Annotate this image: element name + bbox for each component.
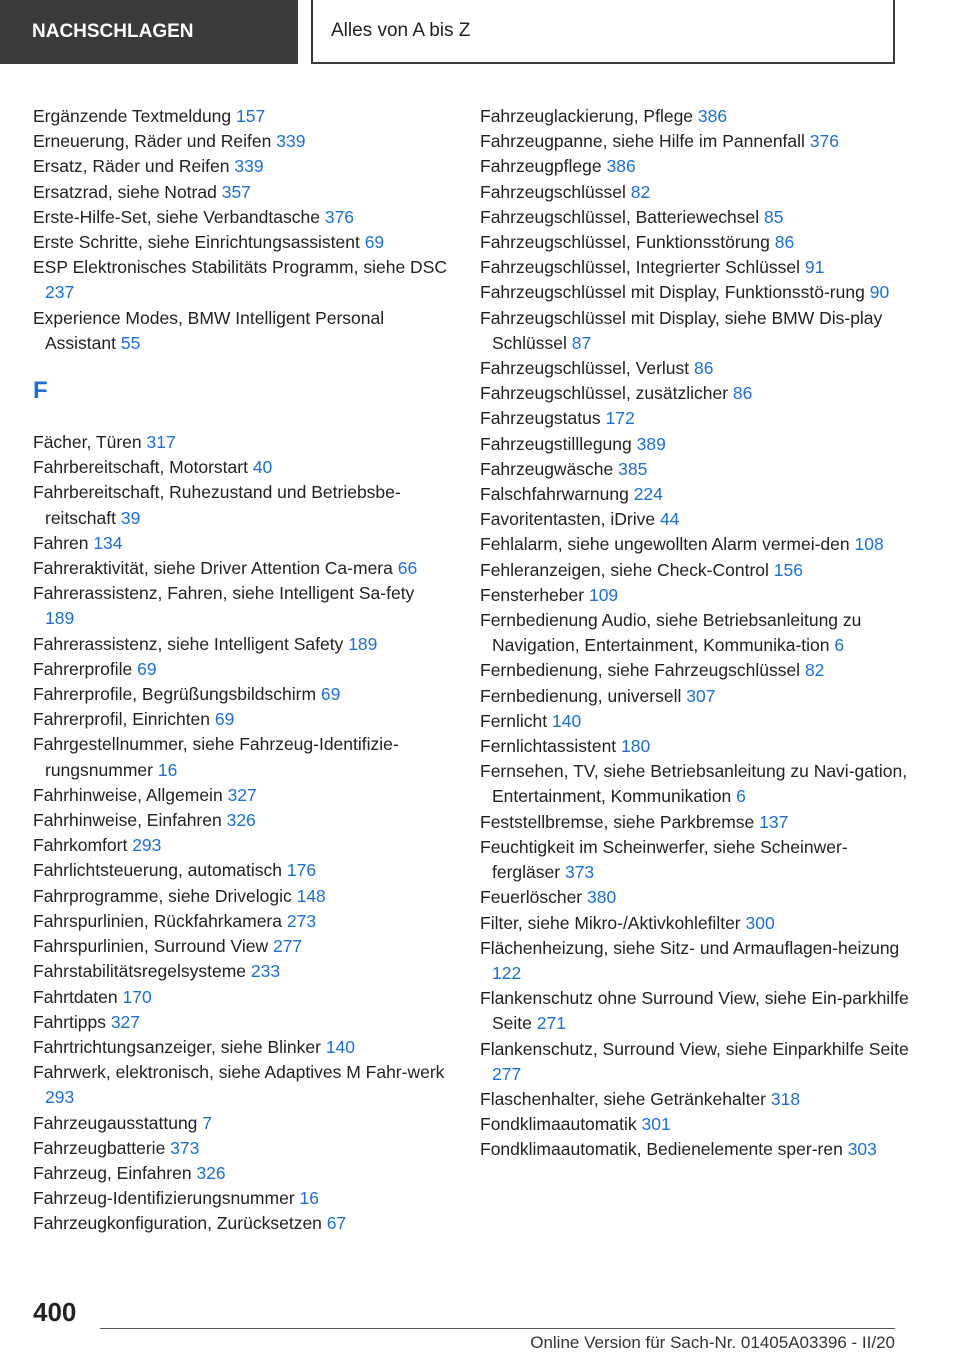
index-page-link[interactable]: 148	[296, 885, 326, 906]
index-entry	[480, 558, 910, 583]
index-page-link[interactable]: 224	[633, 484, 663, 505]
index-page-link[interactable]: 140	[325, 1036, 356, 1057]
index-entry-text: Fahrzeugschlüssel mit Display, Funktionsstö-rung	[480, 282, 865, 303]
index-entry-text: Fahrprogramme, siehe Drivelogic	[33, 885, 292, 906]
index-page-link[interactable]: 373	[564, 862, 595, 883]
index-page-link[interactable]: 293	[45, 1087, 75, 1108]
index-entry-text: Feststellbremse, siehe Parkbremse	[480, 811, 755, 832]
index-page-link[interactable]: 326	[196, 1162, 226, 1183]
index-entry-text: Fahrzeugschlüssel, zusätzlicher	[480, 383, 729, 404]
index-page-link[interactable]: 86	[732, 383, 753, 404]
index-column-left	[33, 104, 448, 1237]
index-page-link[interactable]: 69	[364, 232, 385, 253]
index-entry	[480, 835, 910, 885]
index-entry	[33, 455, 448, 480]
index-entry	[480, 255, 910, 280]
index-entry	[480, 936, 910, 986]
index-entry-text: Fahren	[33, 532, 89, 553]
index-page-link[interactable]: 271	[536, 1013, 566, 1034]
index-entry	[33, 732, 448, 782]
index-entry	[480, 507, 910, 532]
index-entry-text: Fahrzeugwäsche	[480, 458, 614, 479]
index-entry	[480, 381, 910, 406]
index-entry	[33, 959, 448, 984]
index-entry-text: Flankenschutz, Surround View, siehe Einparkhilfe Seite	[480, 1038, 909, 1059]
index-entry	[33, 985, 448, 1010]
index-page-link[interactable]: 357	[221, 181, 251, 202]
index-entry-text: Fahrzeuglackierung, Pflege	[480, 106, 694, 126]
index-entry-text: Fehlalarm, siehe ungewollten Alarm vermei-den	[480, 534, 850, 555]
index-entry-text: Ergänzende Textmeldung	[33, 106, 232, 126]
index-entry-text: Fahrzeugkonfiguration, Zurücksetzen	[33, 1213, 322, 1234]
index-page-link[interactable]: 90	[869, 282, 890, 303]
index-entry-text: Fernlicht	[480, 710, 548, 731]
index-entry-text: Fahrzeugschlüssel, Integrierter Schlüssel	[480, 257, 801, 278]
index-entry	[33, 783, 448, 808]
index-entry-text: Feuerlöscher	[480, 887, 583, 908]
index-entry	[480, 154, 910, 179]
index-page-link[interactable]: 16	[157, 759, 178, 780]
index-page-link[interactable]: 86	[774, 232, 795, 253]
index-page-link[interactable]: 233	[250, 961, 281, 982]
index-entry	[33, 581, 448, 631]
index-entry	[480, 306, 910, 356]
index-page-link[interactable]: 189	[348, 633, 378, 654]
index-entry	[33, 833, 448, 858]
index-entry	[33, 480, 448, 530]
index-entry-text: Fahrzeugschlüssel mit Display, siehe BMW Dis-play Schlüssel	[480, 307, 883, 353]
index-page-link[interactable]: 157	[236, 106, 266, 126]
index-entry	[480, 709, 910, 734]
index-page-link[interactable]: 7	[202, 1112, 213, 1133]
index-entry-text: Ersatz, Räder und Reifen	[33, 156, 230, 177]
index-page-link[interactable]: 82	[630, 181, 651, 202]
index-entry	[33, 909, 448, 934]
index-page-link[interactable]: 386	[606, 156, 636, 177]
index-entry	[33, 808, 448, 833]
index-page-link[interactable]: 389	[636, 433, 666, 454]
index-page-link[interactable]: 277	[492, 1063, 522, 1084]
index-page-link[interactable]: 39	[120, 507, 141, 528]
index-entry	[33, 180, 448, 205]
index-entry-text: Feuchtigkeit im Scheinwerfer, siehe Scheinwer-fergläser	[480, 836, 848, 883]
index-entry-text: Fernlichtassistent	[480, 736, 617, 757]
index-entry	[33, 129, 448, 154]
index-entry-text: Fahrerprofile	[33, 658, 133, 679]
index-page-link[interactable]: 140	[551, 710, 582, 731]
index-page-link[interactable]: 176	[286, 860, 317, 881]
index-entry	[33, 531, 448, 556]
index-entry-text: Fahrspurlinien, Surround View	[33, 936, 269, 957]
index-page-link[interactable]: 69	[320, 684, 341, 705]
index-entry-text: Fahrzeugschlüssel, Verlust	[480, 358, 690, 379]
index-entry	[33, 1186, 448, 1211]
index-page-link[interactable]: 300	[745, 912, 775, 933]
index-entry-text: Fahrtrichtungsanzeiger, siehe Blinker	[33, 1036, 321, 1057]
index-entry-text: Flaschenhalter, siehe Getränkehalter	[480, 1088, 766, 1109]
index-entry-text: Fernbedienung, siehe Fahrzeugschlüssel	[480, 660, 801, 681]
index-page-link[interactable]: 385	[618, 458, 648, 479]
index-entry-text: Fahrzeugpflege	[480, 156, 602, 177]
index-page-link[interactable]: 307	[686, 685, 716, 706]
index-entry	[33, 104, 448, 129]
index-page-link[interactable]: 180	[621, 736, 651, 757]
index-page-link[interactable]: 82	[804, 660, 825, 681]
index-page-link[interactable]: 373	[170, 1137, 200, 1158]
index-page-link[interactable]: 67	[326, 1213, 347, 1234]
index-entry-text: Erste Schritte, siehe Einrichtungsassistent	[33, 232, 360, 253]
index-page-link[interactable]: 339	[234, 156, 264, 177]
footer-divider	[100, 1328, 895, 1329]
index-entry	[480, 986, 910, 1036]
index-entry-text: Fahrhinweise, Einfahren	[33, 810, 222, 831]
index-page-link[interactable]: 376	[324, 206, 355, 227]
index-entry	[480, 583, 910, 608]
index-page-link[interactable]: 137	[759, 811, 789, 832]
index-page-link[interactable]: 91	[804, 257, 825, 278]
index-entry	[480, 658, 910, 683]
index-entry	[480, 885, 910, 910]
index-entry	[480, 205, 910, 230]
index-entry-text: Fernsehen, TV, siehe Betriebsanleitung zu Navi-gation, Entertainment, Kommunikation	[480, 761, 908, 807]
index-entry	[33, 205, 448, 230]
index-page-link[interactable]: 327	[110, 1011, 141, 1032]
index-page-link[interactable]: 16	[299, 1188, 319, 1209]
index-entry	[33, 858, 448, 883]
index-page-link[interactable]: 86	[694, 358, 714, 379]
index-entry	[480, 457, 910, 482]
index-entry-text: Flächenheizung, siehe Sitz- und Armauflagen-heizung	[480, 937, 900, 958]
index-entry-text: Fächer, Türen	[33, 432, 142, 453]
index-entry-text: Fahrtipps	[33, 1011, 106, 1032]
index-page-link[interactable]: 134	[93, 532, 123, 553]
index-page-link[interactable]: 44	[659, 509, 680, 530]
footer-text: Online Version für Sach-Nr. 01405A03396 - II/20	[530, 1333, 895, 1352]
index-entry-text: Fahrspurlinien, Rückfahrkamera	[33, 910, 282, 931]
index-page-link[interactable]: 273	[286, 910, 317, 931]
index-letter-heading: F	[33, 377, 48, 405]
index-page-link[interactable]: 326	[226, 810, 256, 831]
index-entry-text: Filter, siehe Mikro-/Aktivkohlefilter	[480, 912, 741, 933]
index-entry	[33, 1035, 448, 1060]
index-page-link[interactable]: 69	[137, 658, 157, 679]
index-entry	[33, 682, 448, 707]
index-entry-text: Fahrerprofile, Begrüßungsbildschirm	[33, 684, 317, 705]
index-entry	[33, 1060, 448, 1110]
index-page-link[interactable]: 317	[146, 432, 176, 453]
index-page-link[interactable]: 172	[605, 408, 635, 429]
index-entry-text: Erste-Hilfe-Set, siehe Verbandtasche	[33, 206, 320, 227]
index-page-link[interactable]: 293	[132, 835, 162, 856]
index-entry-text: Fahrkomfort	[33, 835, 128, 856]
index-entry-text: Fahrzeugausstattung	[33, 1112, 198, 1133]
index-entry	[480, 1037, 910, 1087]
index-entry	[33, 1010, 448, 1035]
index-entry	[33, 1111, 448, 1136]
index-entry-text: Fahrzeugschlüssel, Batteriewechsel	[480, 206, 760, 227]
index-page-link[interactable]: 318	[770, 1088, 801, 1109]
index-entry-text: Fensterheber	[480, 584, 585, 605]
index-entry	[33, 556, 448, 581]
index-page-link[interactable]: 386	[697, 106, 728, 126]
index-page-link[interactable]: 376	[809, 131, 839, 152]
index-entry-text: Fahrzeug-Identifizierungsnummer	[33, 1188, 295, 1209]
index-entry	[480, 356, 910, 381]
subsection-title: Alles von A bis Z	[331, 20, 471, 41]
index-entry	[480, 280, 910, 305]
index-page-link[interactable]: 87	[571, 332, 592, 353]
index-entry	[33, 306, 448, 356]
index-entry-text: Fahrbereitschaft, Motorstart	[33, 457, 248, 478]
index-entry-text: Erneuerung, Räder und Reifen	[33, 131, 272, 152]
index-entry	[33, 934, 448, 959]
index-entry-text: Flankenschutz ohne Surround View, siehe Ein-parkhilfe Seite	[480, 988, 909, 1034]
index-page-link[interactable]: 189	[45, 608, 75, 629]
index-page-link[interactable]: 156	[773, 559, 803, 580]
index-page-link[interactable]: 109	[588, 584, 619, 605]
index-entry	[33, 657, 448, 682]
index-entry	[33, 154, 448, 179]
index-page-link[interactable]: 85	[764, 206, 784, 227]
index-entry-text: Fahrbereitschaft, Ruhezustand und Betriebsbe-reitschaft	[33, 482, 401, 528]
index-page-link[interactable]: 66	[397, 558, 418, 579]
index-entry	[33, 1211, 448, 1236]
index-entry	[33, 632, 448, 657]
index-entry-text: Experience Modes, BMW Intelligent Personal Assistant	[33, 307, 385, 353]
index-entry-text: Fahrzeugstatus	[480, 408, 601, 429]
index-entry	[480, 1112, 910, 1137]
index-page-link[interactable]: 40	[252, 457, 273, 478]
index-page-link[interactable]: 237	[45, 282, 75, 303]
index-entry	[33, 230, 448, 255]
section-tab	[0, 0, 298, 64]
page-number: 400	[33, 1297, 77, 1327]
index-entry	[480, 482, 910, 507]
index-entry	[480, 432, 910, 457]
index-page-link[interactable]: 122	[492, 962, 522, 983]
index-entry	[480, 129, 910, 154]
index-entry-text: Fondklimaautomatik, Bedienelemente sper-ren	[480, 1139, 843, 1160]
index-entry-text: Falschfahrwarnung	[480, 484, 629, 505]
index-entry-text: Fahrerprofil, Einrichten	[33, 709, 211, 730]
index-entry-text: Fahrstabilitätsregelsysteme	[33, 961, 246, 982]
index-entry-text: Favoritentasten, iDrive	[480, 509, 656, 530]
index-page-link[interactable]: 303	[847, 1139, 877, 1160]
index-entry-text: Fahrzeugpanne, siehe Hilfe im Pannenfall	[480, 131, 805, 152]
index-column-right	[480, 104, 910, 1163]
index-page-link[interactable]: 277	[272, 936, 303, 957]
index-entry-text: Fahrzeugbatterie	[33, 1137, 166, 1158]
index-page-link[interactable]: 301	[641, 1114, 671, 1135]
index-entry	[33, 884, 448, 909]
index-entry	[480, 608, 910, 658]
index-page-link[interactable]: 327	[227, 784, 257, 805]
index-entry	[480, 810, 910, 835]
index-page-link[interactable]: 6	[834, 635, 845, 656]
index-entry	[33, 707, 448, 732]
index-page-link[interactable]: 55	[120, 332, 141, 353]
index-entry	[480, 734, 910, 759]
index-entry	[33, 255, 448, 305]
subsection-tab	[311, 0, 895, 64]
index-entry	[480, 911, 910, 936]
index-entry	[480, 230, 910, 255]
index-entry-text: Fahrgestellnummer, siehe Fahrzeug-Identifizie-rungsnummer	[33, 734, 399, 780]
index-page-link[interactable]: 339	[276, 131, 306, 152]
index-page-link[interactable]: 69	[214, 709, 235, 730]
index-entry-text: Fahrerassistenz, Fahren, siehe Intelligent Sa-fety	[33, 583, 415, 604]
index-entry-text: Fahrzeugschlüssel, Funktionsstörung	[480, 232, 770, 253]
index-entry-text: Fahrzeugschlüssel	[480, 181, 626, 202]
index-page-link[interactable]: 170	[122, 986, 152, 1007]
index-entry	[33, 1161, 448, 1186]
index-entry	[480, 684, 910, 709]
index-entry-text: Fahrwerk, elektronisch, siehe Adaptives M Fahr-werk	[33, 1062, 445, 1083]
index-entry-text: Fernbedienung, universell	[480, 685, 682, 706]
index-entry	[480, 104, 910, 129]
index-entry-text: Fehleranzeigen, siehe Check-Control	[480, 559, 769, 580]
index-entry-text: Fahrzeug, Einfahren	[33, 1162, 192, 1183]
index-entry-text: Fahrtdaten	[33, 986, 118, 1007]
section-title: NACHSCHLAGEN	[32, 21, 194, 42]
index-entry-text: Fahrhinweise, Allgemein	[33, 784, 223, 805]
index-page-link[interactable]: 6	[736, 786, 746, 807]
index-entry	[33, 1136, 448, 1161]
index-entry-text: Ersatzrad, siehe Notrad	[33, 181, 217, 202]
index-entry-text: Fahrlichtsteuerung, automatisch	[33, 860, 283, 881]
index-entry	[480, 180, 910, 205]
index-entry	[33, 430, 448, 455]
page-header	[0, 0, 960, 66]
index-entry-text: Fahreraktivität, siehe Driver Attention Ca-mera	[33, 558, 393, 579]
index-entry	[480, 1087, 910, 1112]
index-entry-text: Fahrerassistenz, siehe Intelligent Safety	[33, 633, 344, 654]
index-entry	[480, 759, 910, 809]
index-entry	[480, 532, 910, 557]
index-entry-text: Fondklimaautomatik	[480, 1114, 637, 1135]
index-entry	[480, 406, 910, 431]
index-entry	[480, 1137, 910, 1162]
index-entry-text: Fahrzeugstilllegung	[480, 433, 632, 454]
index-entry-text: Fernbedienung Audio, siehe Betriebsanleitung zu Navigation, Entertainment, Kommunika-tion	[480, 610, 862, 656]
index-entry-text: ESP Elektronisches Stabilitäts Programm, siehe DSC	[33, 257, 448, 278]
index-page-link[interactable]: 380	[587, 887, 617, 908]
index-page-link[interactable]: 108	[854, 534, 884, 555]
